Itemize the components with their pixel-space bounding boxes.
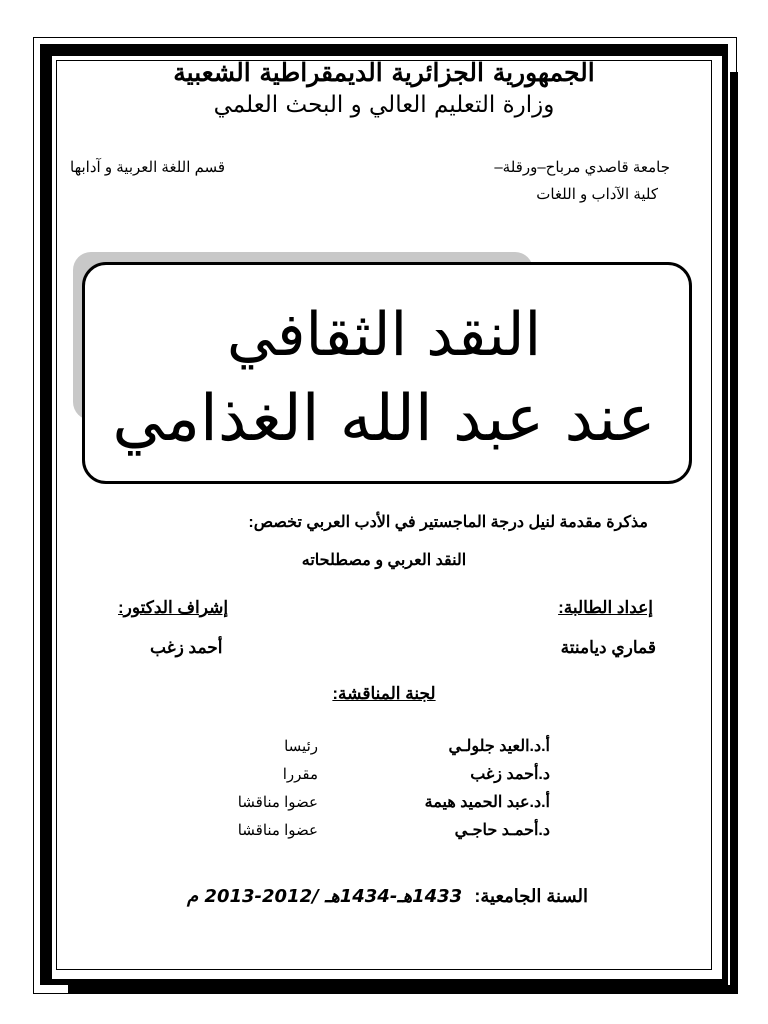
committee-member-role: عضوا مناقشا xyxy=(237,822,318,839)
committee-member-role: مقررا xyxy=(282,766,318,783)
committee-member-role: رئيسا xyxy=(284,738,318,755)
committee-member-name: د.أحمد زغب xyxy=(470,766,550,783)
academic-year-label: السنة الجامعية: xyxy=(474,886,588,906)
memo-description: مذكرة مقدمة لنيل درجة الماجستير في الأدب العربي تخصص: xyxy=(248,514,648,531)
committee-label: لجنة المناقشة: xyxy=(332,684,436,703)
specialization: النقد العربي و مصطلحاته xyxy=(301,552,467,569)
thesis-title-line1: النقد الثقافي xyxy=(226,300,542,370)
supervisor-name: أحمد زغب xyxy=(150,638,223,657)
committee-member-name: د.أحمـد حاجـي xyxy=(454,822,550,839)
committee-member-name: أ.د.عبد الحميد هيمة xyxy=(424,794,550,811)
supervisor-label: إشراف الدكتور: xyxy=(118,598,229,617)
ministry-heading: وزارة التعليم العالي و البحث العلمي xyxy=(213,92,555,118)
department-name: قسم اللغة العربية و آدابها xyxy=(70,159,226,176)
faculty-name: كلية الآداب و اللغات xyxy=(536,186,658,203)
prepared-by-label: إعداد الطالبة: xyxy=(558,598,653,617)
committee-member-role: عضوا مناقشا xyxy=(237,794,318,811)
academic-year-value: 1433هـ-1434هـ /2012-2013 م xyxy=(187,886,463,907)
page-frame-shadow-bottom xyxy=(68,985,738,994)
republic-heading: الجمهورية الجزائرية الديمقراطية الشعبية xyxy=(173,58,595,87)
student-name: قماري ديامنتة xyxy=(560,638,656,657)
committee-member-name: أ.د.العيد جلولـي xyxy=(448,738,550,755)
university-name: جامعة قاصدي مرباح–ورقلة– xyxy=(494,159,670,176)
page-frame-shadow-right xyxy=(730,72,738,992)
thesis-title-line2: عند عبد الله الغذامي xyxy=(112,382,656,456)
